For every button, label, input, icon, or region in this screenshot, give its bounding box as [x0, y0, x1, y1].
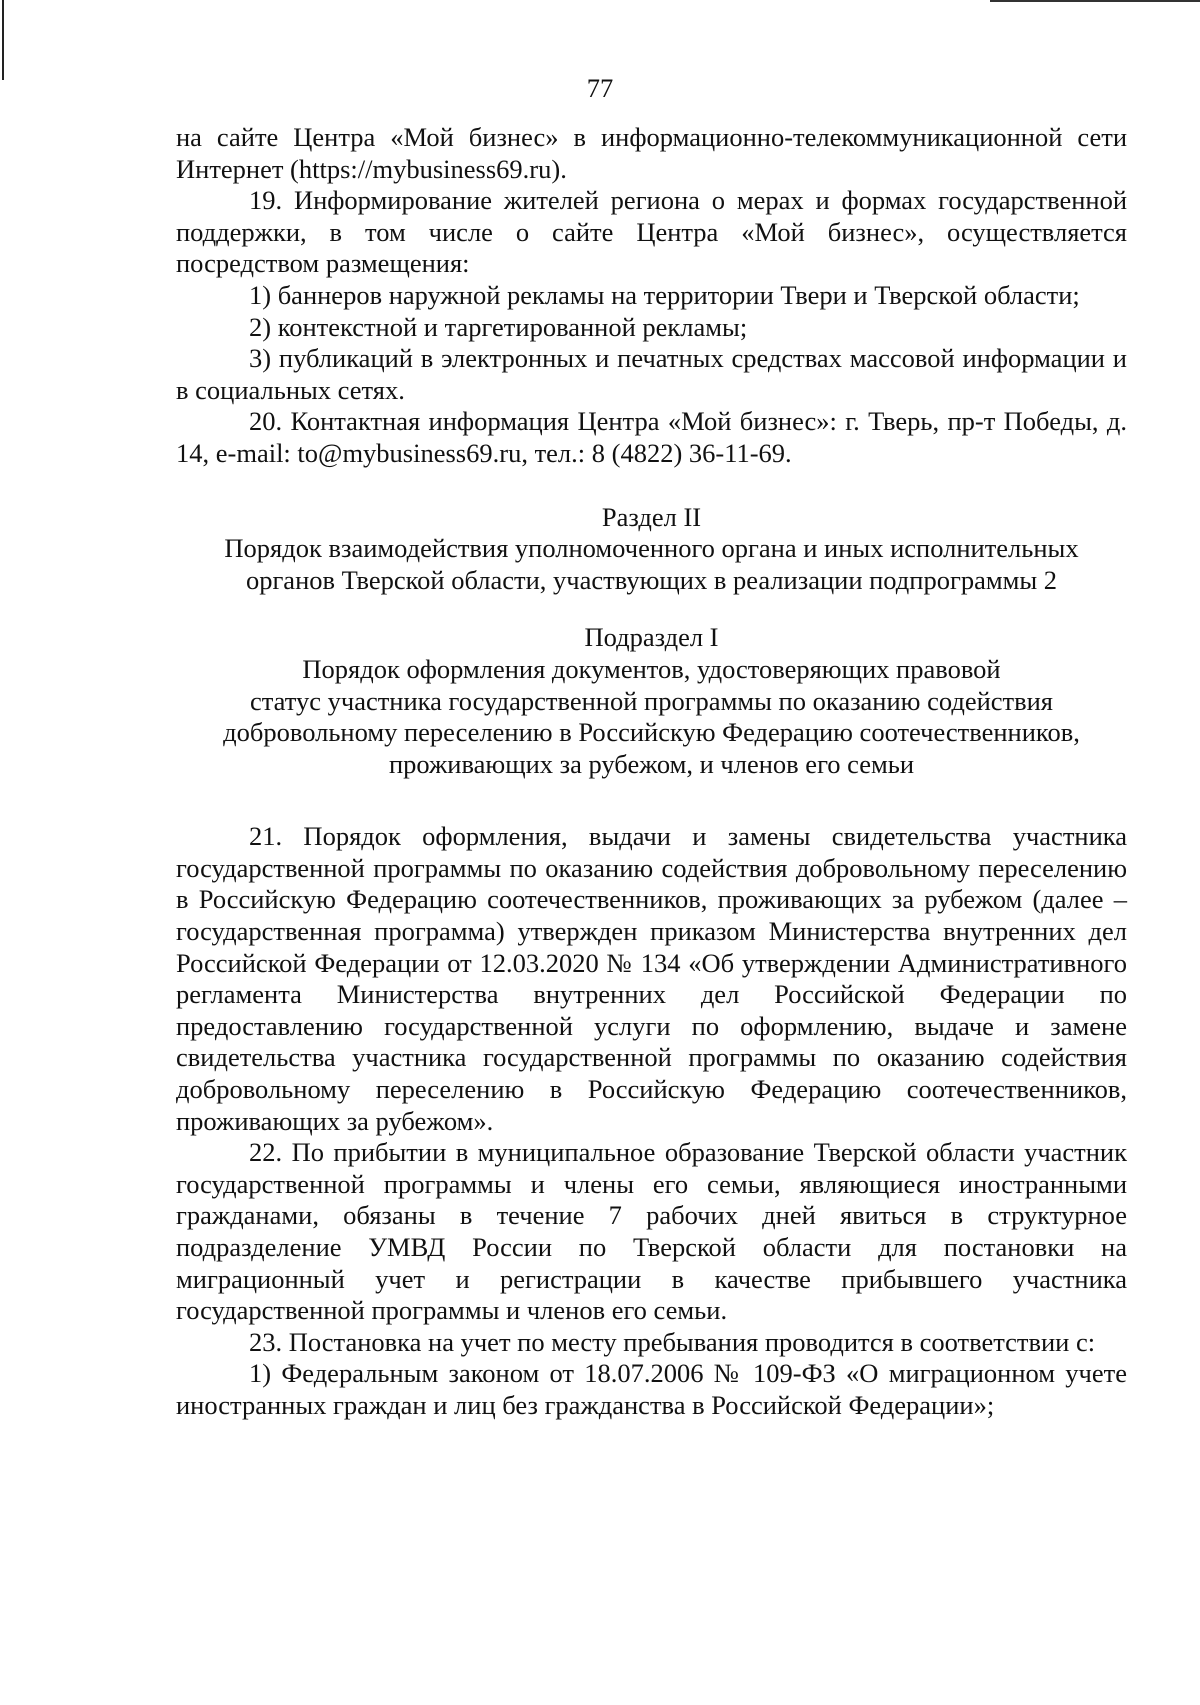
scan-edge-line-top: [990, 0, 1200, 2]
spacer: [176, 596, 1127, 622]
section-label: Раздел II: [601, 501, 702, 532]
scan-edge-line-left: [2, 0, 4, 80]
subsection-label: Подраздел I: [584, 622, 719, 653]
list-item-19-3: 3) публикаций в электронных и печатных средствах массовой информации и в социальных сетях.: [176, 343, 1127, 405]
paragraph-22: 22. По прибытии в муниципальное образование Тверской области участник государственной программы и члены его семьи, являющиеся иностранными гражданами, обязаны в течение 7 рабочих дней явиться в структурное подразделение УМВД России по Тверской области для постановки на миграционный учет и регистрации в качестве прибывшего участника государственной программы и членов его семьи.: [176, 1137, 1127, 1326]
document-body: [176, 122, 1127, 1422]
subsection-title-line-4: проживающих за рубежом, и членов его семьи: [388, 748, 915, 779]
list-item-19-2: 2) контекстной и таргетированной рекламы;: [249, 311, 748, 342]
paragraph-19: 19. Информирование жителей региона о мерах и формах государственной поддержки, в том числе о сайте Центра «Мой бизнес», осуществляется посредством размещения:: [176, 185, 1127, 279]
paragraph-23: 23. Постановка на учет по месту пребывания проводится в соответствии с:: [249, 1326, 1096, 1357]
paragraph-continuation: на сайте Центра «Мой бизнес» в информационно-телекоммуникационной сети Интернет (https://mybusiness69.ru).: [176, 122, 1127, 184]
spacer: [176, 780, 1127, 821]
subsection-title-line-1: Порядок оформления документов, удостоверяющих правовой: [302, 653, 1001, 684]
list-item-23-1: 1) Федеральным законом от 18.07.2006 № 109-ФЗ «О миграционном учете иностранных граждан и лиц без гражданства в Российской Федерации»;: [176, 1358, 1127, 1420]
paragraph-20: 20. Контактная информация Центра «Мой бизнес»: г. Тверь, пр-т Победы, д. 14, e-mail: to@mybusiness69.ru, тел.: 8 (4822) 36-11-69.: [176, 406, 1127, 468]
subsection-title-line-3: добровольному переселению в Российскую Федерацию соотечественников,: [223, 717, 1080, 748]
section-title-line-1: Порядок взаимодействия уполномоченного органа и иных исполнительных: [224, 533, 1079, 564]
paragraph-21: 21. Порядок оформления, выдачи и замены свидетельства участника государственной программы по оказанию содействия добровольному переселению в Российскую Федерацию соотечественников, проживающих за рубежом (далее – государственная программа) утвержден приказом Министерства внутренних дел Российской Федерации от 12.03.2020 № 134 «Об утверждении Административного регламента Министерства внутренних дел Российской Федерации по предоставлению государственной услуги по оформлению, выдаче и замене свидетельства участника государственной программы по оказанию содействия добровольному переселению в Российскую Федерацию соотечественников, проживающих за рубежом».: [176, 821, 1127, 1136]
list-item-19-1: 1) баннеров наружной рекламы на территории Твери и Тверской области;: [249, 279, 1080, 310]
section-title-line-2: органов Тверской области, участвующих в реализации подпрограммы 2: [245, 564, 1058, 595]
spacer: [176, 470, 1127, 502]
page-number: 77: [586, 73, 614, 103]
subsection-title-line-2: статус участника государственной программы по оказанию содействия: [250, 685, 1053, 716]
